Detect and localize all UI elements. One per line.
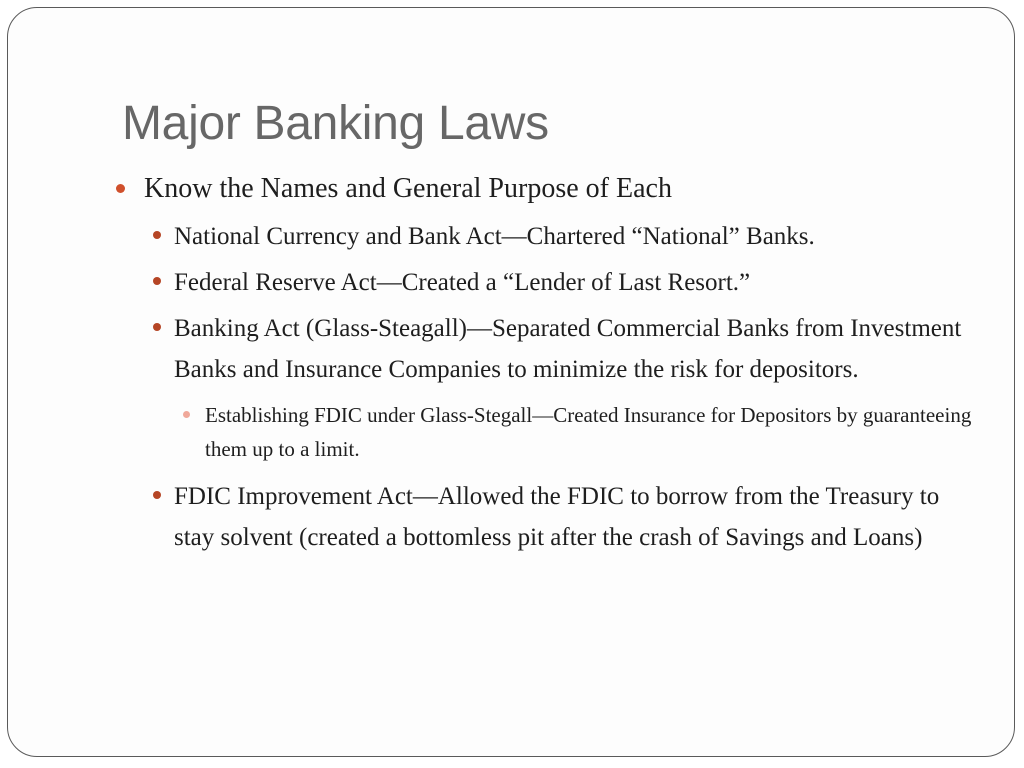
bullet-glass-steagall	[144, 308, 974, 390]
bullet-dot-icon	[153, 491, 161, 499]
bullet-text: Banking Act (Glass-Steagall)—Separated Commercial Banks from Investment Banks and Insurance Companies to minimize the risk for depositors.	[174, 315, 962, 383]
slide-title: Major Banking Laws	[122, 97, 549, 150]
bullet-text: Federal Reserve Act—Created a “Lender of Last Resort.”	[174, 269, 751, 296]
slide-body	[114, 170, 974, 558]
bullet-text: Establishing FDIC under Glass-Stegall—Created Insurance for Depositors by guaranteeing them up to a limit.	[205, 403, 972, 461]
bullet-national-currency-act	[144, 216, 974, 257]
bullet-dot-icon	[116, 184, 125, 193]
bullet-text: Know the Names and General Purpose of Each	[144, 173, 672, 204]
bullet-federal-reserve-act	[144, 262, 974, 303]
bullet-text: FDIC Improvement Act—Allowed the FDIC to borrow from the Treasury to stay solvent (created a bottomless pit after the crash of Savings and Loans)	[174, 483, 940, 551]
bullet-dot-icon	[153, 231, 161, 239]
bullet-establishing-fdic	[174, 398, 974, 466]
bullet-know-names	[114, 170, 974, 208]
bullet-text: National Currency and Bank Act—Chartered “National” Banks.	[174, 223, 815, 250]
bullet-dot-icon	[153, 277, 161, 285]
bullet-dot-icon	[183, 411, 190, 418]
bullet-dot-icon	[153, 323, 161, 331]
bullet-fdic-improvement-act	[144, 476, 974, 558]
